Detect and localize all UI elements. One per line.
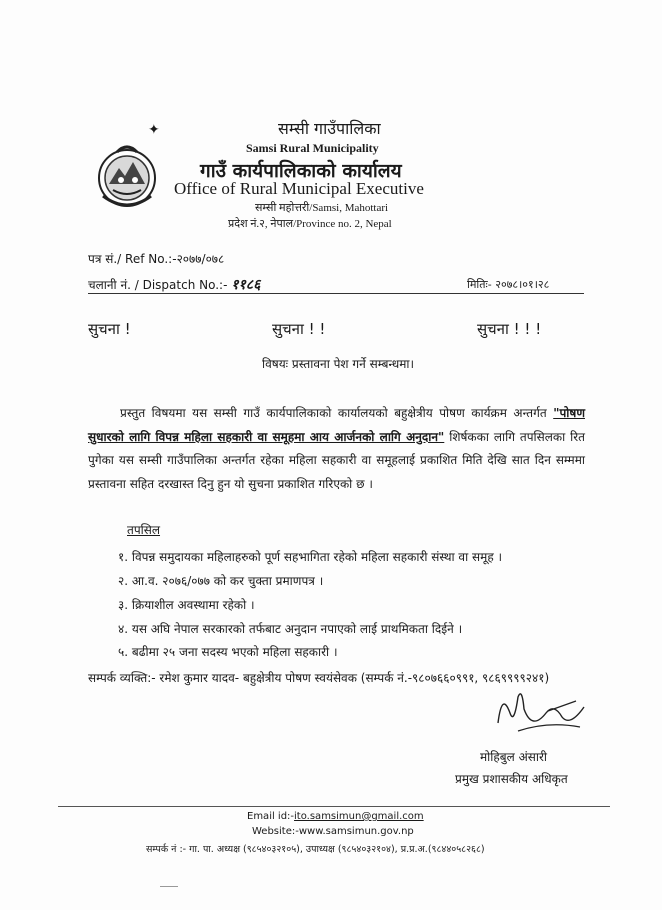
municipality-name-np: सम्सी गाउँपालिका bbox=[278, 119, 381, 138]
program-title: "पोषण सुधारको लागि विपन्न महिला सहकारी वा समूहमा आय आर्जनको लागि अनुदान" bbox=[88, 406, 585, 444]
tapsil-item: ४. यस अघि नेपाल सरकारको तर्फबाट अनुदान नपाएको लाई प्राथमिकता दिईने । bbox=[118, 622, 463, 636]
signatory-title: प्रमुख प्रशासकीय अधिकृत bbox=[455, 772, 568, 786]
notice-heading-1: सुचना ! bbox=[88, 320, 131, 338]
office-address: सम्सी महोत्तरी/Samsi, Mahottari bbox=[255, 202, 389, 214]
tapsil-item: ३. क्रियाशील अवस्थामा रहेको । bbox=[118, 598, 255, 612]
tapsil-item: ५. बढीमा २५ जना सदस्य भएको महिला सहकारी । bbox=[118, 645, 338, 659]
notice-heading-3: सुचना ! ! ! bbox=[477, 320, 542, 338]
dispatch-label: चलानी नं. / Dispatch No.:- bbox=[88, 278, 228, 292]
signatory-name: मोहिबुल अंसारी bbox=[480, 750, 547, 764]
office-province: प्रदेश नं.२, नेपाल/Province no. 2, Nepal bbox=[228, 218, 392, 230]
dispatch-value: ११८६ bbox=[231, 277, 261, 293]
date-value: २०७८।०१।२८ bbox=[495, 278, 550, 291]
header-divider bbox=[88, 293, 584, 294]
ref-value: २०७७/०७८ bbox=[176, 252, 225, 266]
subject-line: विषयः प्रस्तावना पेश गर्ने सम्बन्धमा। bbox=[262, 357, 415, 371]
footer-website[interactable]: Website:-www.samsimun.gov.np bbox=[252, 826, 414, 837]
date-label: मितिः- bbox=[467, 278, 492, 291]
body-paragraph bbox=[88, 402, 585, 496]
office-name-en: Office of Rural Municipal Executive bbox=[174, 179, 424, 198]
footer-divider bbox=[58, 806, 610, 807]
municipality-name-en: Samsi Rural Municipality bbox=[246, 141, 379, 155]
ref-number bbox=[88, 250, 224, 267]
letter-date bbox=[467, 277, 549, 292]
office-name-np: गाउँ कार्यपालिकाको कार्यालय bbox=[200, 160, 402, 182]
footer-email bbox=[247, 811, 424, 822]
dispatch-number bbox=[88, 275, 260, 294]
ref-label: पत्र सं./ Ref No.:- bbox=[88, 252, 177, 266]
signature-icon bbox=[488, 683, 588, 738]
email-link[interactable]: ito.samsimun@gmail.com bbox=[294, 811, 424, 822]
email-label: Email id:- bbox=[247, 811, 295, 822]
tapsil-item: १. विपन्न समुदायका महिलाहरुको पूर्ण सहभागिता रहेको महिला सहकारी संस्था वा समूह । bbox=[118, 550, 503, 564]
scan-mark bbox=[160, 886, 178, 887]
footer-phones: सम्पर्क नं :- गा. पा. अध्यक्ष (९८५४०३२१०५), उपाध्यक्ष (९८५४०३२१०४), प्र.प्र.अ.(९८४४०५८२६८) bbox=[146, 844, 485, 855]
tapsil-item: २. आ.व. २०७६/०७७ को कर चुक्ता प्रमाणपत्र । bbox=[118, 574, 324, 588]
body-text-before: प्रस्तुत विषयमा यस सम्सी गाउँ कार्यपालिकाको कार्यालयको बहुक्षेत्रीय पोषण कार्यक्रम अन्तर्गत bbox=[120, 406, 554, 420]
contact-person: सम्पर्क व्यक्ति:- रमेश कुमार यादव- बहुक्षेत्रीय पोषण स्वयंसेवक (सम्पर्क नं.-९८०७६६०९९१, ९८६९९९९२४१) bbox=[88, 671, 550, 685]
notice-heading-2: सुचना ! ! bbox=[272, 320, 326, 338]
star-icon: ✦ bbox=[148, 122, 160, 138]
tapsil-heading: तपसिल bbox=[127, 523, 161, 537]
body-text-after: शिर्षकका लागि तपसिलका रित पुगेका यस सम्सी गाउँपालिका अन्तर्गत रहेका महिला सहकारी वा समूहलाई प्रकाशित मिति देखि सात दिन सम्ममा प्रस्तावना सहित दरखास्त दिनु हुन यो सुचना प्रकाशित गरिएको छ । bbox=[88, 429, 585, 491]
nepal-emblem-icon bbox=[95, 140, 159, 212]
